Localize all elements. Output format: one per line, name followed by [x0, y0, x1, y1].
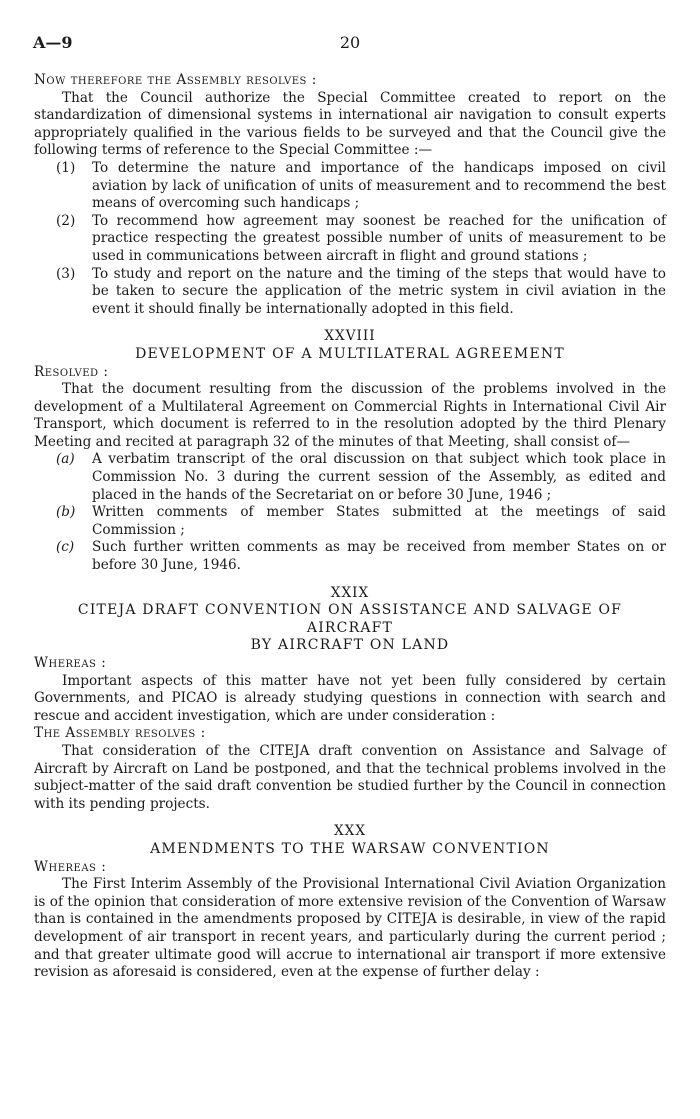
intro-paragraph: That the Council authorize the Special Committee created to report on the standardization of dimensional systems in international air navigation to consult experts appropriately qualified in the various fields to be surveyed and that the Council give the following terms of reference to the Special Committee :—: [34, 89, 666, 159]
resolved-label: Resolved :: [34, 363, 109, 380]
section-number: XXX: [333, 823, 367, 840]
whereas-label: Whereas :: [34, 858, 107, 875]
resolves-label: Now therefore the Assembly resolves :: [34, 72, 317, 88]
section-number: XXIX: [330, 584, 370, 601]
item-text: Written comments of member States submitted at the meetings of said Commission ;: [92, 504, 666, 538]
item-marker: (3): [56, 265, 76, 282]
list-item: [34, 539, 666, 574]
list-item: [34, 266, 666, 319]
list-item: [34, 160, 666, 213]
document-code: A—9: [33, 33, 73, 52]
section-paragraph: That the document resulting from the discussion of the problems involved in the development of a Multilateral Agreement on Commercial Rights in International Civil Air Transport, which document is referred to in the resolution adopted by the third Plenary Meeting and recited at paragraph 32 of the minutes of that Meeting, shall consist of—: [34, 381, 666, 450]
item-text: To recommend how agreement may soonest be reached for the unification of practice respecting the greatest possible number of units of measurement to be used in communications between aircraft in flight and ground stations ;: [92, 212, 666, 264]
section-paragraph: The First Interim Assembly of the Provisional International Civil Aviation Organization is of the opinion that consideration of more extensive revision of the Convention of Warsaw than is contained in the amendments proposed by CITEJA is desirable, in view of the rapid development of air transport in recent years, and particularly during the current period ; and that greater ultimate good will accrue to international air transport if more extensive revision as aforesaid is considered, even at the expense of further delay :: [34, 876, 666, 981]
terms-of-reference-list: [34, 160, 666, 318]
document-body: [34, 72, 666, 982]
list-item: [34, 213, 666, 266]
section-paragraph: Important aspects of this matter have not yet been fully considered by certain Governments, and PICAO is already studying questions in connection with search and rescue and accident investigation, which are under consideration :: [34, 672, 666, 724]
item-text: Such further written comments as may be received from member States on or before 30 June, 1946.: [92, 539, 666, 574]
section-paragraph: That consideration of the CITEJA draft convention on Assistance and Salvage of Aircraft by Aircraft on Land be postponed, and that the technical problems involved in the subject-matter of the said draft convention be studied further by the Council in connection with its pending projects.: [34, 742, 666, 812]
section-title: AMENDMENTS TO THE WARSAW CONVENTION: [150, 840, 550, 857]
item-marker: (1): [56, 159, 76, 176]
list-item: [34, 504, 666, 539]
item-marker: (c): [56, 539, 75, 556]
item-marker: (b): [56, 504, 76, 521]
consist-of-list: [34, 451, 666, 574]
item-text: A verbatim transcript of the oral discussion on that subject which took place in Commission No. 3 during the current session of the Assembly, as edited and placed in the hands of the Secretariat on or before 30 June, 1946 ;: [92, 451, 666, 503]
item-marker: (a): [56, 451, 75, 468]
item-marker: (2): [56, 212, 76, 229]
page-number: 20: [339, 33, 361, 52]
whereas-label: Whereas :: [34, 655, 107, 671]
resolves-label: The Assembly resolves :: [34, 725, 206, 742]
section-title-line: BY AIRCRAFT ON LAND: [250, 637, 450, 654]
list-item: [34, 451, 666, 504]
item-text: To study and report on the nature and the timing of the steps that would have to be taken to secure the application of the metric system in civil aviation in the event it should finally be internationally adopted in this field.: [92, 265, 666, 317]
section-title-line: CITEJA DRAFT CONVENTION ON ASSISTANCE AND SALVAGE OF AIRCRAFT: [77, 602, 623, 636]
section-number: XXVIII: [324, 328, 376, 345]
item-text: To determine the nature and importance of the handicaps imposed on civil aviation by lack of unification of units of measurement and to recommend the best means of overcoming such handicaps ;: [92, 159, 666, 212]
section-title: DEVELOPMENT OF A MULTILATERAL AGREEMENT: [135, 345, 565, 362]
page-header: [33, 34, 667, 56]
